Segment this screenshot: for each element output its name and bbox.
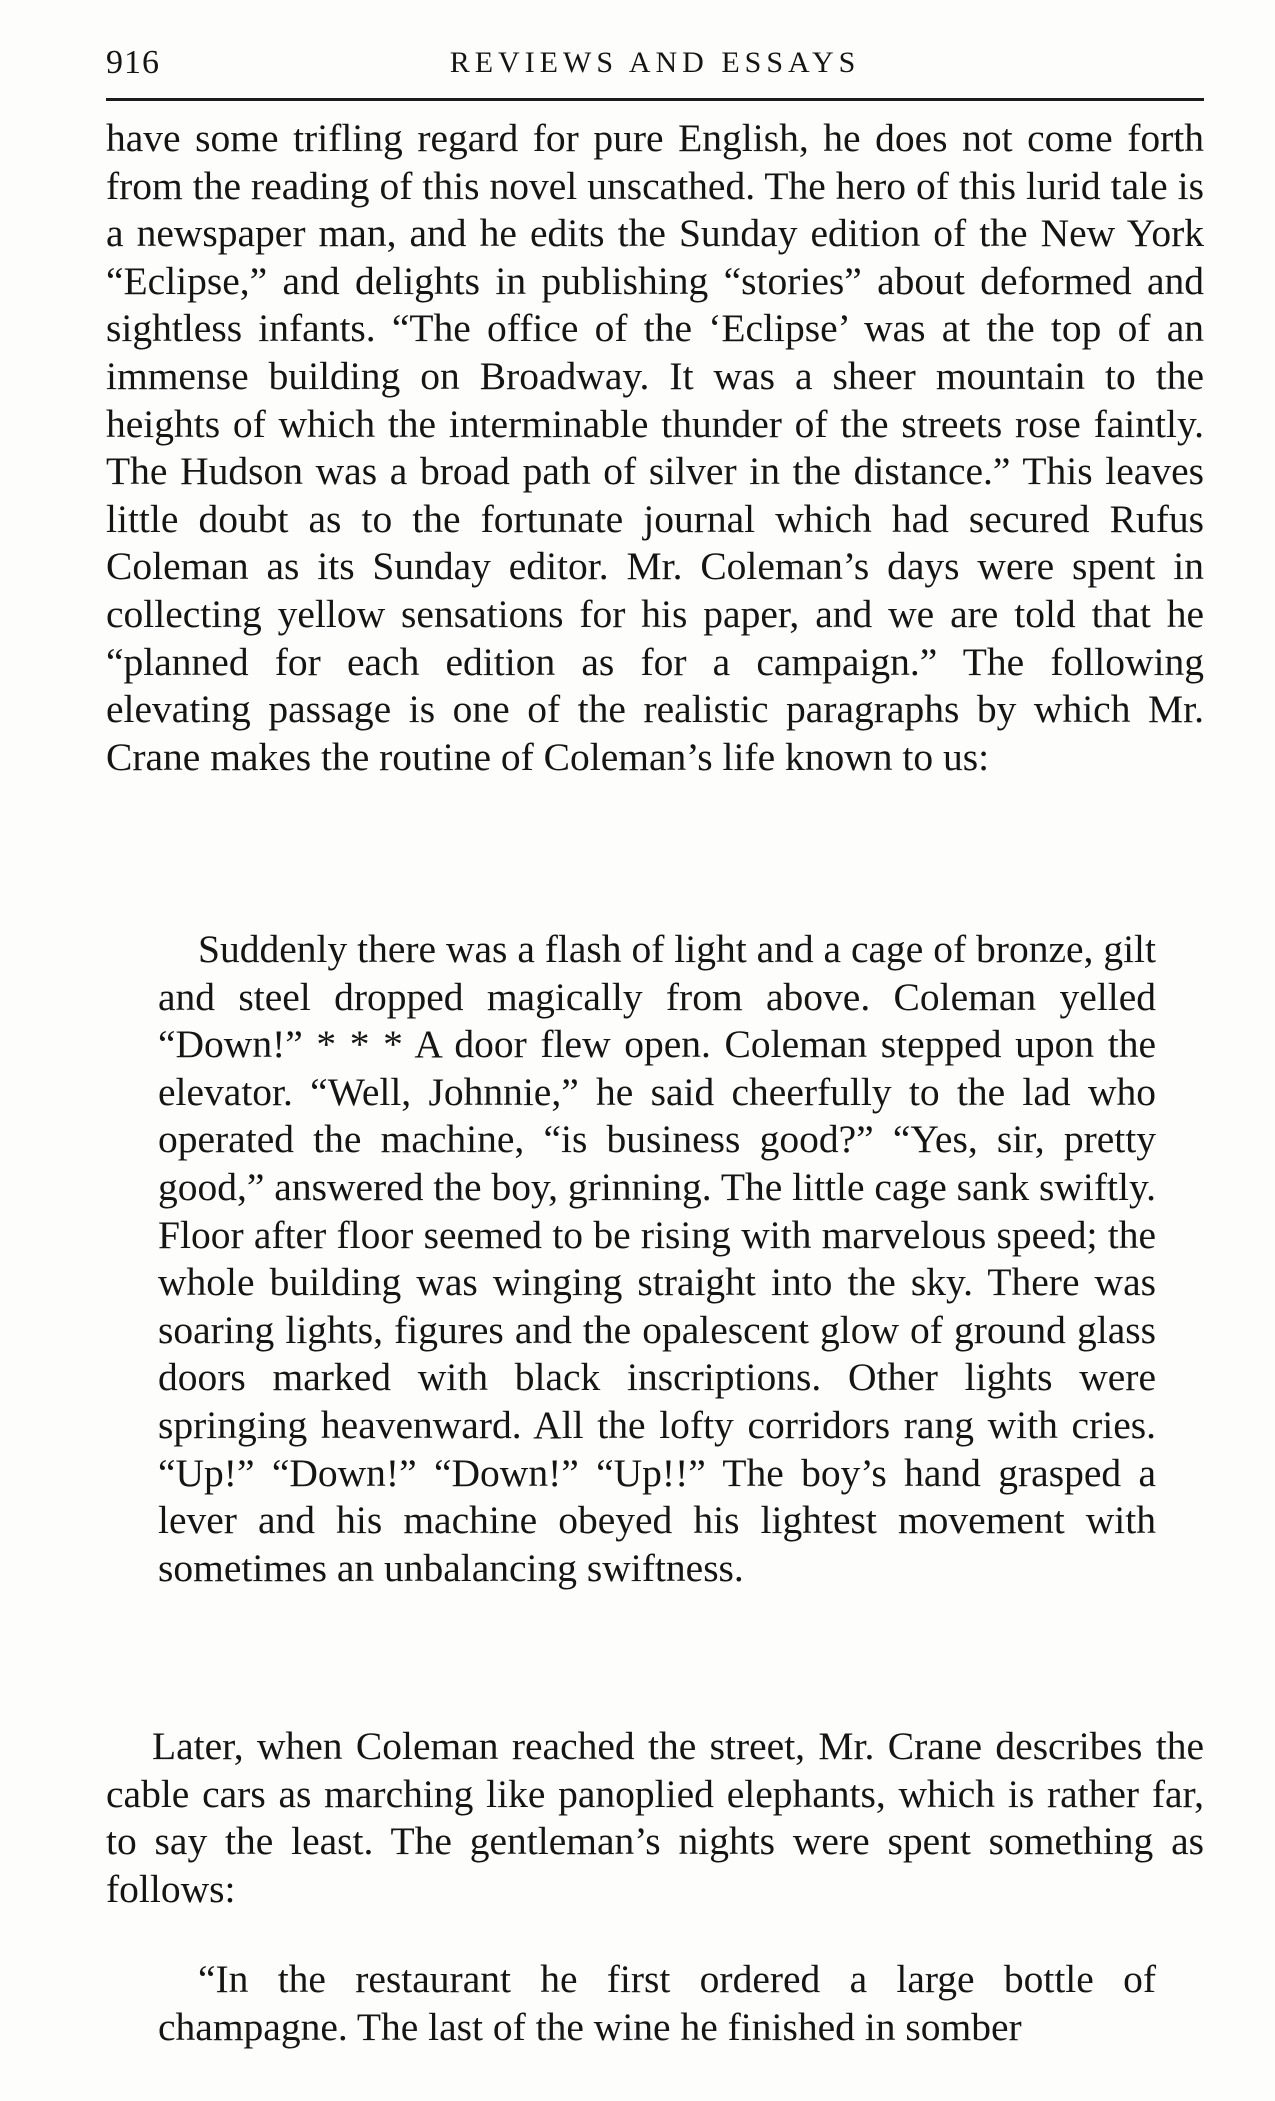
body-paragraph-1: have some trifling regard for pure English, he does not come forth from the reading of this novel unscathed. The hero of this lurid tale is a newspaper man, and he edits the Sunday edition of the New York “Eclipse,” and delights in publishing “stories” about deformed and sightless infants. “The office of the ‘Eclipse’ was at the top of an immense building on Broadway. It was a sheer mountain to the heights of which the interminable thunder of the streets rose faintly. The Hudson was a broad path of silver in the distance.” This leaves little doubt as to the fortunate journal which had secured Rufus Coleman as its Sunday editor. Mr. Coleman’s days were spent in collecting yellow sensations for his paper, and we are told that he “planned for each edition as for a campaign.” The following elevating passage is one of the realistic paragraphs by which Mr. Crane makes the routine of Coleman’s life known to us: xyxy=(106,116,1204,779)
header-rule xyxy=(106,98,1204,101)
block-quote-elevator: Suddenly there was a flash of light and a cage of bronze, gilt and steel dropped magically from above. Coleman yelled “Down!” * * * A door flew open. Coleman stepped upon the elevator. “Well, Johnnie,” he said cheerfully to the lad who operated the machine, “is business good?” “Yes, sir, pretty good,” answered the boy, grinning. The little cage sank swiftly. Floor after floor seemed to be rising with marvelous speed; the whole building was winging straight into the sky. There was soaring lights, figures and the opalescent glow of ground glass doors marked with black inscriptions. Other lights were springing heavenward. All the lofty corridors rang with cries. “Up!” “Down!” “Down!” “Up!!” The boy’s hand grasped a lever and his machine obeyed his lightest movement with sometimes an unbalancing swiftness. xyxy=(158,927,1156,1590)
page-number: 916 xyxy=(106,44,160,81)
page-header xyxy=(106,44,1204,94)
block-quote-restaurant: “In the restaurant he first ordered a large bottle of champagne. The last of the wine he finished in somber xyxy=(158,1957,1156,2049)
body-paragraph-2: Later, when Coleman reached the street, Mr. Crane describes the cable cars as marching like panoplied elephants, which is rather far, to say the least. The gentleman’s nights were spent something as follows: xyxy=(106,1724,1204,1911)
running-head: REVIEWS AND ESSAYS xyxy=(449,46,861,79)
